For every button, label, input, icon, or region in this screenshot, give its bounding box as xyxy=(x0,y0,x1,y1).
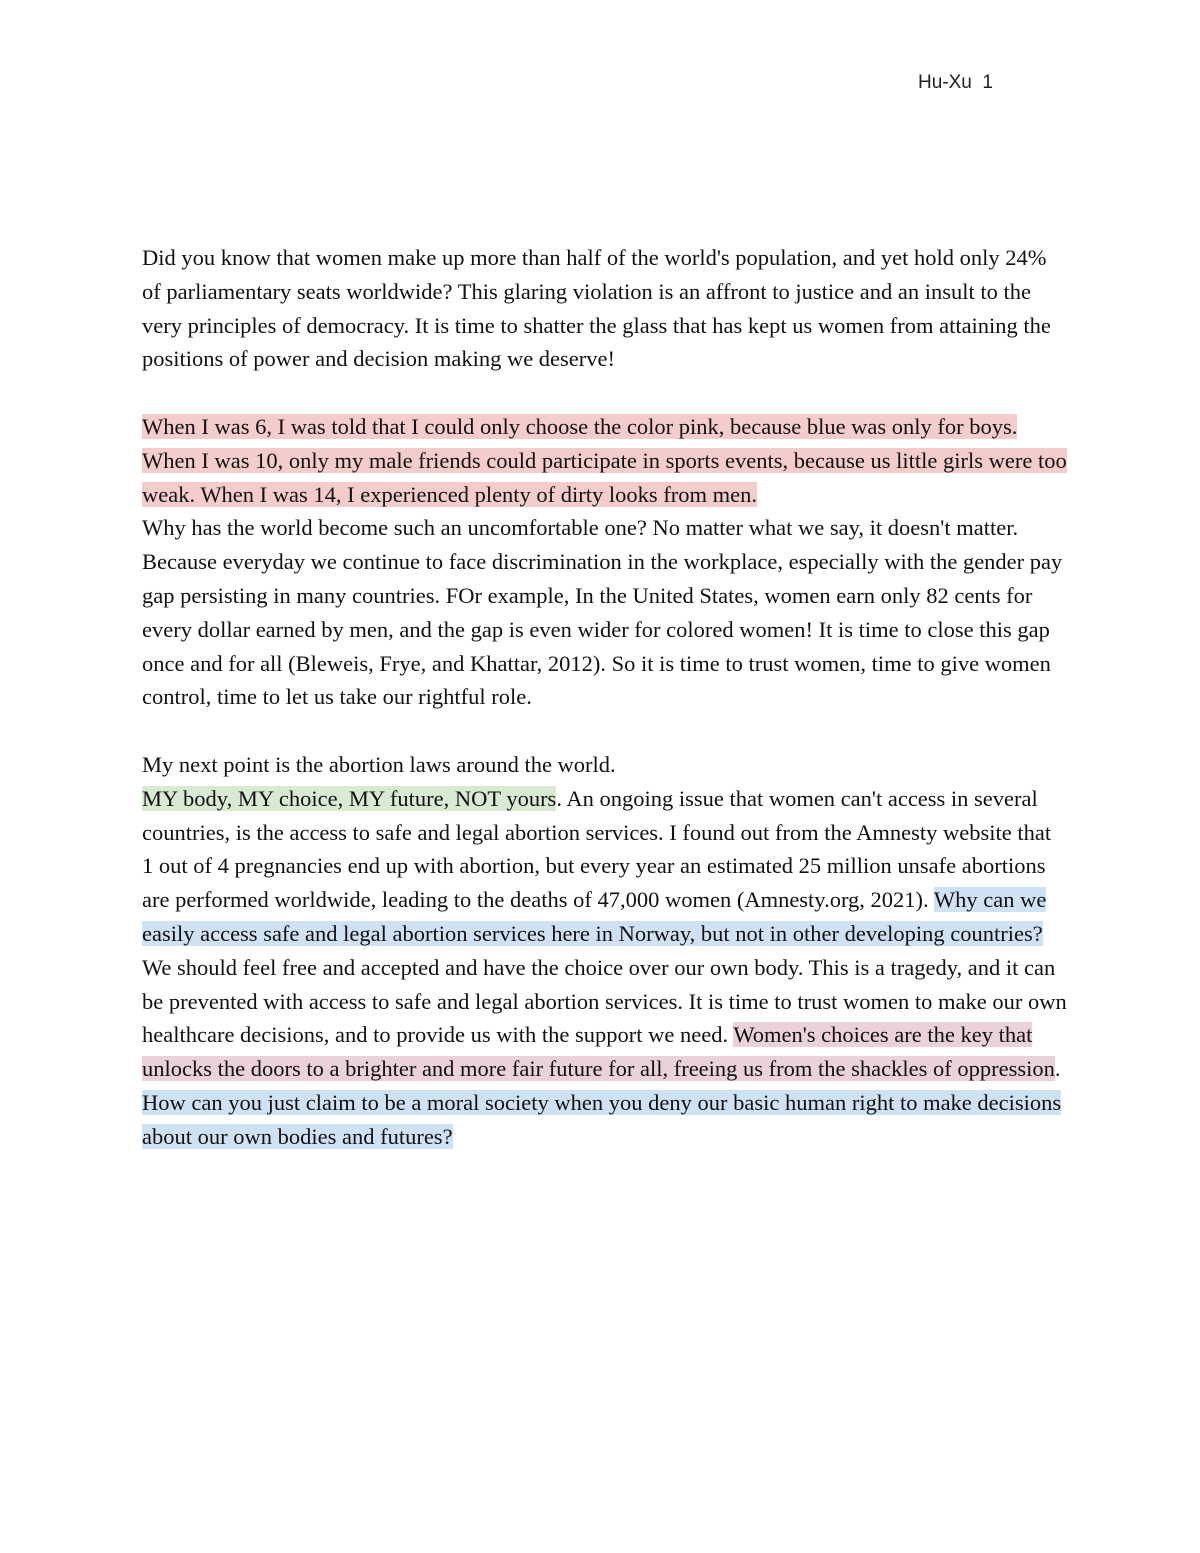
paragraph-spacer xyxy=(142,376,1067,410)
paragraph-childhood xyxy=(142,410,1067,511)
abortion-text-2: We should feel free and accepted and have the choice over our own body. This is a tragedy, and it can be prevented with access to safe and legal abortion services. It is time to trust women to make our own healthcare decisions, and to provide us with the support we need. xyxy=(142,954,1067,1048)
highlight-blue-question-moral: How can you just claim to be a moral society when you deny our basic human right to make decisions about our own bodies and futures? xyxy=(142,1089,1062,1149)
paragraph-spacer xyxy=(142,714,1067,748)
running-head: Hu-Xu 1 xyxy=(918,72,993,93)
abortion-text-3: . xyxy=(1054,1056,1061,1082)
paragraph-pay-gap: Why has the world become such an uncomfortable one? No matter what we say, it doesn't matter. Because everyday we continue to face discrimination in the workplace, especially with the gender pay gap persisting in many countries. FOr example, In the United States, women earn only 82 cents for every dollar earned by men, and the gap is even wider for colored women! It is time to close this gap once and for all (Bleweis, Frye, and Khattar, 2012). So it is time to trust women, time to give women control, time to let us take our rightful role. xyxy=(142,515,1063,710)
highlight-red-childhood: When I was 6, I was told that I could only choose the color pink, because blue was only for boys. When I was 10, only my male friends could participate in sports events, because us little girls were too weak. When I was 14, I experienced plenty of dirty looks from men. xyxy=(142,413,1067,507)
highlight-pink-choices: Women's choices are the key that unlocks the doors to a brighter and more fair future for all, freeing us from the shackles of oppression xyxy=(142,1022,1055,1082)
highlight-blue-question-norway: Why can we easily access safe and legal abortion services here in Norway, but not in other developing countries? xyxy=(142,887,1047,946)
highlight-green-slogan: MY body, MY choice, MY future, NOT yours xyxy=(142,785,557,811)
paragraph-abortion xyxy=(142,782,1067,1154)
paragraph-intro: Did you know that women make up more than half of the world's population, and yet hold only 24% of parliamentary seats worldwide? This glaring violation is an affront to justice and an insult to the very principles of democracy. It is time to shatter the glass that has kept us women from attaining the positions of power and decision making we deserve! xyxy=(142,245,1051,372)
abortion-text-1: . An ongoing issue that women can't access in several countries, is the access to safe and legal abortion services. I found out from the Amnesty website that 1 out of 4 pregnancies end up with abortion, but every year an estimated 25 million unsafe abortions are performed worldwide, leading to the deaths of 47,000 women (Amnesty.org, 2021). xyxy=(142,785,1052,913)
paragraph-abortion-intro: My next point is the abortion laws around the world. xyxy=(142,751,616,777)
essay-body xyxy=(142,241,1067,1154)
